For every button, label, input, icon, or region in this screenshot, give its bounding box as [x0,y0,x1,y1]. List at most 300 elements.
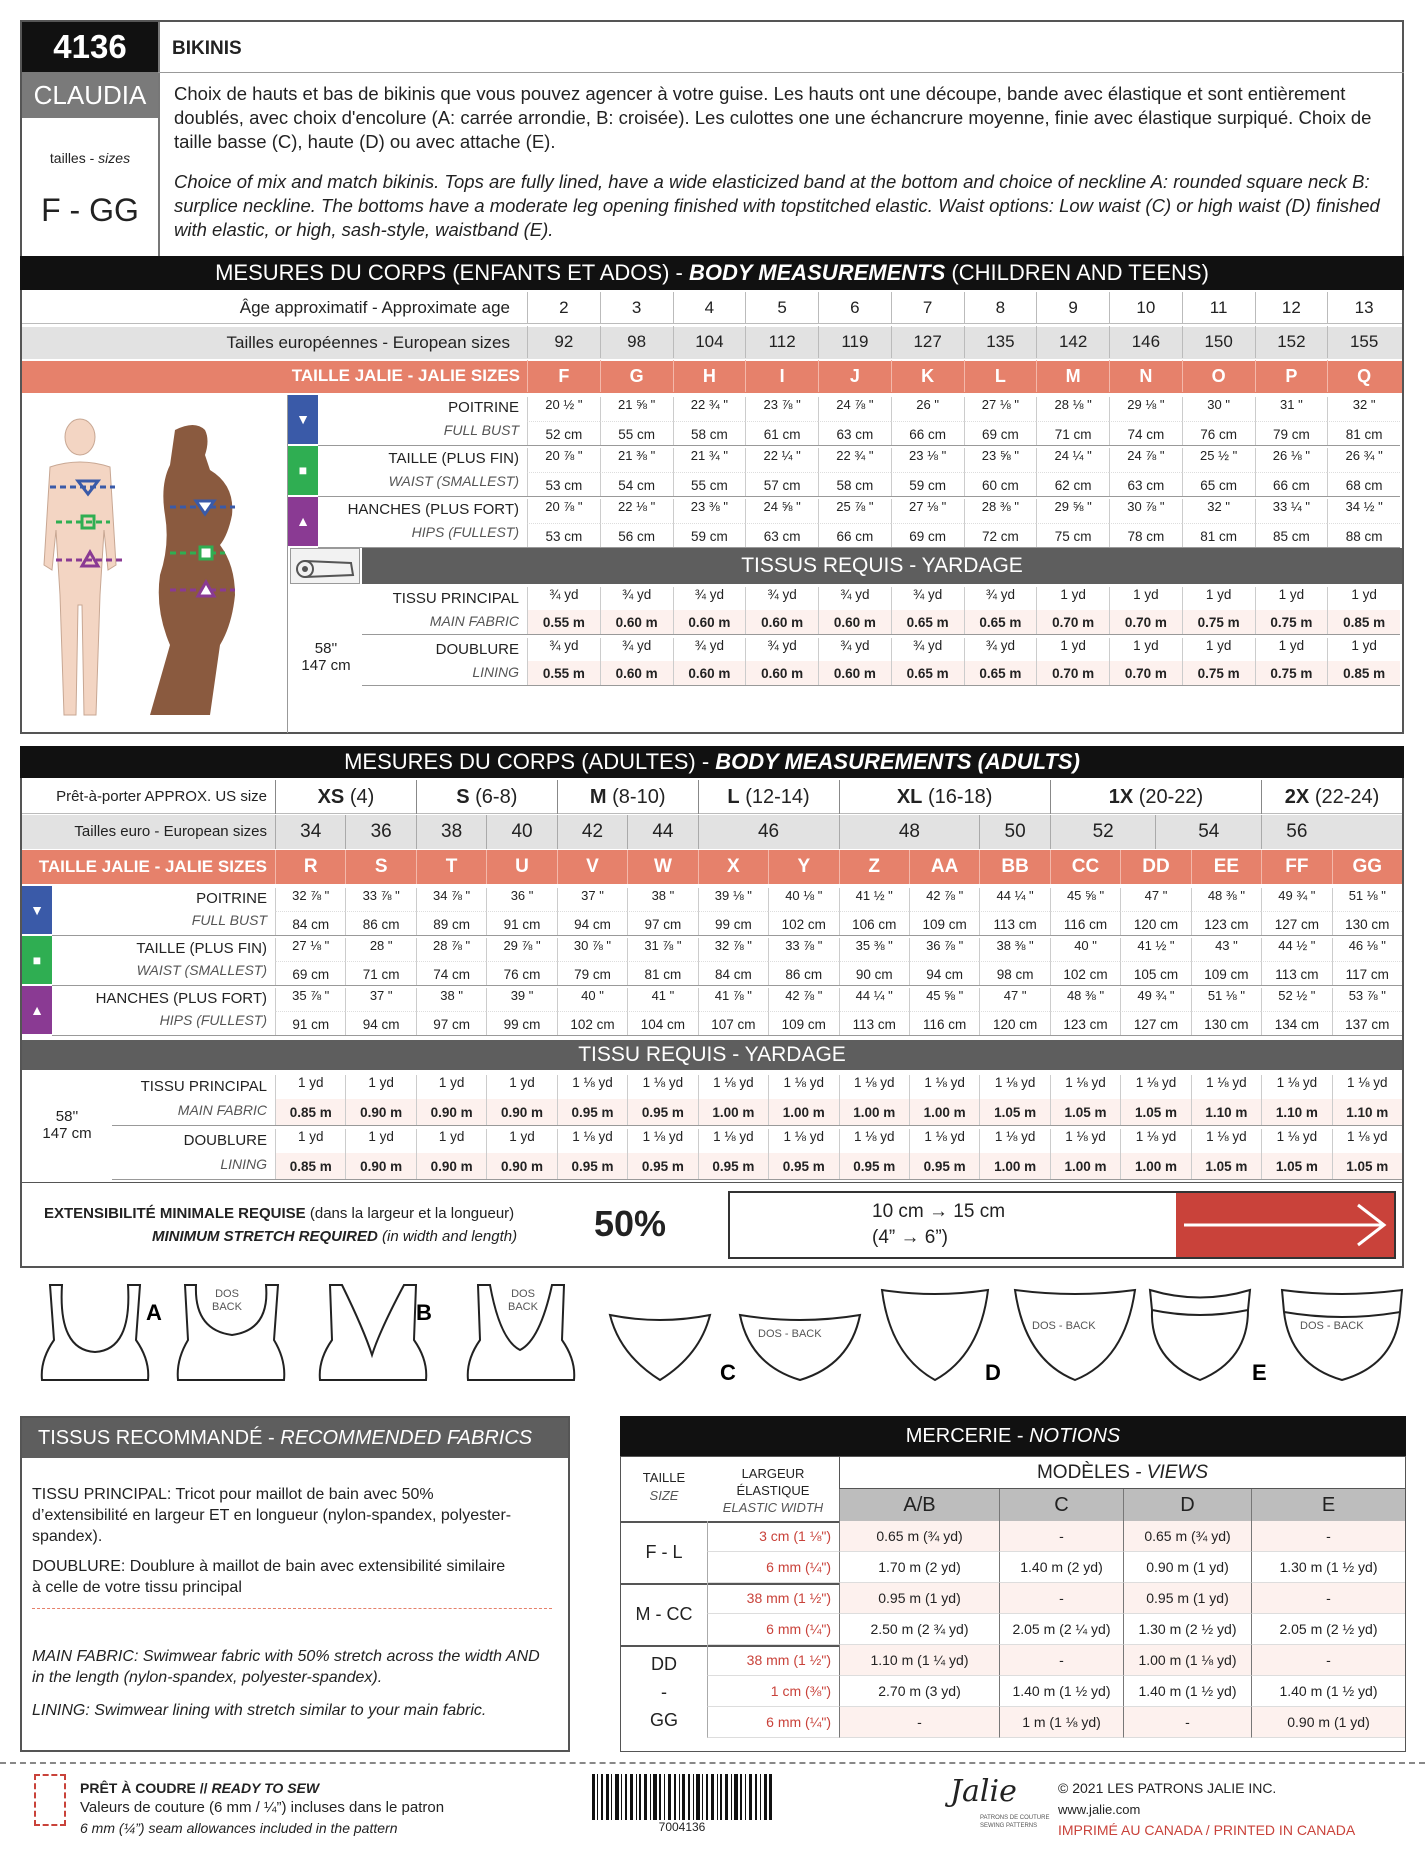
notions-title: MERCERIE - NOTIONS [620,1416,1406,1456]
lining-m-cell: 0.90 m [345,1153,415,1179]
kids-euro-cell: 127 [891,326,964,358]
lining-m-cell: 0.70 m [1109,661,1182,686]
main-yd-cell: 1 ⅛ yd [1332,1075,1402,1099]
main-yd-cell: 1 ⅛ yd [1120,1075,1190,1099]
waist-in-cell: 35 ⅜ " [839,938,909,961]
waist-cm-cell: 58 cm [818,472,891,497]
euro-label-kids: Tailles européennes - European sizes [226,333,510,352]
main-m-cell: 0.60 m [745,610,818,635]
hips-in-cell: 38 " [416,988,486,1011]
main-yd-cell: 1 ⅛ yd [909,1075,979,1099]
hips-in-cell: 22 ⅛ " [600,499,673,523]
waist-cm-cell: 98 cm [979,961,1049,985]
main-yd-cell: ¾ yd [964,587,1037,610]
notions-size-header: TAILLE SIZE [642,1470,686,1503]
bust-cm-cell: 76 cm [1182,421,1255,446]
lining-m-cell: 0.95 m [839,1153,909,1179]
lining-m-cell: 0.60 m [818,661,891,686]
hips-in-cell: 20 ⅞ " [527,499,600,523]
waist-cm-cell: 74 cm [416,961,486,985]
main-yd-cell: ¾ yd [891,587,964,610]
notion-value-cell: - [1251,1645,1405,1676]
waist-label-fr: TAILLE (PLUS FIN) [388,450,519,467]
bust-cm-cell: 97 cm [627,911,697,935]
jalie-size-cell: X [698,850,768,884]
lining-m-cell: 0.60 m [745,661,818,686]
bust-in-cell: 33 ⅞ " [345,888,415,911]
waist-in-cell: 33 ⅞ " [768,938,838,961]
bust-in-cell: 28 ⅛ " [1036,397,1109,421]
lining-m-cell: 1.00 m [979,1153,1049,1179]
main-fabric-label-fr: TISSU PRINCIPAL [140,1078,267,1095]
view-a-label: A [146,1300,162,1325]
euro-size-cell: 50 [979,815,1049,849]
main-yd-cell: 1 ⅛ yd [557,1075,627,1099]
euro-size-cell: 36 [345,815,415,849]
euro-size-cell: 34 [275,815,345,849]
hips-label-en: HIPS (FULLEST) [159,1012,267,1028]
waist-in-cell: 44 ½ " [1261,938,1331,961]
notion-value-cell: 0.90 m (1 yd) [1123,1552,1251,1583]
main-m-cell: 0.55 m [527,610,600,635]
waist-cm-cell: 68 cm [1327,472,1400,497]
waist-cm-cell: 69 cm [275,961,345,985]
lining-yd-cell: 1 yd [275,1129,345,1153]
lining-m-cell: 0.90 m [486,1153,556,1179]
hips-in-cell: 28 ⅜ " [964,499,1037,523]
lining-m-cell: 0.95 m [557,1153,627,1179]
main-m-cell: 0.95 m [627,1099,697,1125]
main-m-cell: 1.10 m [1261,1099,1331,1125]
stretch-value: 50% [594,1203,667,1244]
hips-cm-cell: 102 cm [557,1011,627,1035]
bust-label-en: FULL BUST [443,421,519,438]
waist-in-cell: 26 ¾ " [1327,448,1400,472]
bust-in-cell: 48 ⅜ " [1191,888,1261,911]
lining-yd-cell: ¾ yd [964,638,1037,661]
view-d-label: D [985,1360,1001,1385]
bust-in-cell: 38 " [627,888,697,911]
jalie-size-cell: T [416,850,486,884]
hips-in-cell: 37 " [345,988,415,1011]
copyright: © 2021 LES PATRONS JALIE INC. www.jalie.com IMPRIMÉ AU CANADA / PRINTED IN CANADA [1058,1780,1356,1838]
bust-in-cell: 29 ⅛ " [1109,397,1182,421]
hips-marker-icon: ▲ [288,497,318,546]
us-size-cell: 1X (20-22) [1050,780,1261,814]
lining-yd-cell: ¾ yd [891,638,964,661]
bust-in-cell: 37 " [557,888,627,911]
waist-in-cell: 28 " [345,938,415,961]
waist-in-cell: 25 ½ " [1182,448,1255,472]
lining-m-cell: 1.05 m [1332,1153,1402,1179]
kids-fabric-width: 58'' 147 cm [301,640,351,674]
kids-euro-cell: 146 [1109,326,1182,358]
hips-in-cell: 32 " [1182,499,1255,523]
hips-cm-cell: 130 cm [1191,1011,1261,1035]
sizes-label: tailles - sizes [49,150,131,166]
rtw-label: Prêt-à-porter APPROX. US size [56,788,267,805]
euro-size-cell: 56 [1261,815,1331,849]
notion-value-cell: 2.50 m (2 ¾ yd) [839,1614,999,1645]
kids-euro-cell: 142 [1036,326,1109,358]
lining-m-cell: 0.55 m [527,661,600,686]
waist-in-cell: 20 ⅞ " [527,448,600,472]
kids-jalie-cell: H [673,360,746,392]
waist-in-cell: 21 ¾ " [673,448,746,472]
lining-m-cell: 0.95 m [768,1153,838,1179]
elastic-width-cell: 6 mm (¼") [707,1552,839,1583]
hips-in-cell: 30 ⅞ " [1109,499,1182,523]
notion-value-cell: 1.40 m (1 ½ yd) [1123,1676,1251,1707]
waist-in-cell: 32 ⅞ " [698,938,768,961]
bust-in-cell: 30 " [1182,397,1255,421]
bust-cm-cell: 71 cm [1036,421,1109,446]
bust-cm-cell: 89 cm [416,911,486,935]
hips-cm-cell: 134 cm [1261,1011,1331,1035]
bust-cm-cell: 61 cm [745,421,818,446]
kids-jalie-cell: P [1255,360,1328,392]
lining-yd-cell: 1 yd [416,1129,486,1153]
kids-jalie-cell: Q [1327,360,1400,392]
bust-cm-cell: 99 cm [698,911,768,935]
waist-cm-cell: 76 cm [486,961,556,985]
waist-cm-cell: 113 cm [1261,961,1331,985]
ready-to-sew: PRÊT À COUDRE // READY TO SEW Valeurs de couture (6 mm / ¼”) incluses dans le patron 6 mm (¼”) seam allowances included in the pattern [80,1780,445,1836]
waist-cm-cell: 60 cm [964,472,1037,497]
bust-in-cell: 42 ⅞ " [909,888,979,911]
barcode [592,1774,772,1820]
bust-in-cell: 22 ¾ " [673,397,746,421]
main-m-cell: 0.90 m [416,1099,486,1125]
main-m-cell: 0.90 m [345,1099,415,1125]
bust-cm-cell: 66 cm [891,421,964,446]
us-size-cell: XS (4) [275,780,416,814]
waist-cm-cell: 86 cm [768,961,838,985]
main-yd-cell: 1 ⅛ yd [839,1075,909,1099]
kids-euro-cell: 155 [1327,326,1400,358]
notion-value-cell: 1.70 m (2 yd) [839,1552,999,1583]
main-m-cell: 1.10 m [1191,1099,1261,1125]
main-yd-cell: 1 yd [1327,587,1400,610]
waist-in-cell: 31 ⅞ " [627,938,697,961]
bust-in-cell: 31 " [1255,397,1328,421]
hips-cm-cell: 75 cm [1036,523,1109,548]
kids-ages-cell: 8 [964,292,1037,324]
hips-cm-cell: 109 cm [768,1011,838,1035]
back-label-e: DOS - BACK [1300,1320,1364,1332]
bust-marker-icon: ▼ [288,395,318,444]
main-m-cell: 1.05 m [1120,1099,1190,1125]
euro-size-cell: 46 [698,815,839,849]
lining-yd-cell: 1 ⅛ yd [1191,1129,1261,1153]
waist-label-fr: TAILLE (PLUS FIN) [136,940,267,957]
pattern-number: 4136 [22,22,158,72]
jalie-size-cell: Z [839,850,909,884]
kids-yardage-title: TISSUS REQUIS - YARDAGE [362,548,1402,584]
waist-in-cell: 46 ⅛ " [1332,938,1402,961]
hips-in-cell: 34 ½ " [1327,499,1400,523]
bust-cm-cell: 63 cm [818,421,891,446]
view-c-label: C [720,1360,736,1385]
lining-yd-cell: 1 yd [1327,638,1400,661]
waist-in-cell: 22 ¼ " [745,448,818,472]
view-b-label: B [416,1300,432,1325]
jalie-size-cell: EE [1191,850,1261,884]
euro-size-cell: 52 [1050,815,1156,849]
waist-in-cell: 23 ⅝ " [964,448,1037,472]
waist-in-cell: 40 " [1050,938,1120,961]
bust-cm-cell: 52 cm [527,421,600,446]
side-figure-icon [150,425,235,715]
bust-in-cell: 27 ⅛ " [964,397,1037,421]
notions-width-header: LARGEUR ÉLASTIQUE ELASTIC WIDTH [722,1466,824,1515]
fabrics-title: TISSUS RECOMMANDÉ - RECOMMENDED FABRICS [22,1418,568,1458]
us-size-cell: L (12-14) [698,780,839,814]
waist-cm-cell: 90 cm [839,961,909,985]
notions-col-header: A/B [839,1489,999,1521]
waist-in-cell: 30 ⅞ " [557,938,627,961]
notion-value-cell: - [1251,1583,1405,1614]
waist-in-cell: 22 ¾ " [818,448,891,472]
jalie-size-cell: AA [909,850,979,884]
hips-in-cell: 24 ⅝ " [745,499,818,523]
adults-fabric-width: 58'' 147 cm [42,1108,92,1142]
us-size-cell: M (8-10) [557,780,698,814]
notion-value-cell: 1 m (1 ⅛ yd) [999,1707,1123,1738]
hips-cm-cell: 104 cm [627,1011,697,1035]
lining-yd-cell: ¾ yd [745,638,818,661]
bust-in-cell: 49 ¾ " [1261,888,1331,911]
lining-m-cell: 0.95 m [909,1153,979,1179]
notion-value-cell: - [839,1707,999,1738]
hips-cm-cell: 56 cm [600,523,673,548]
waist-in-cell: 23 ⅛ " [891,448,964,472]
kids-euro-cell: 152 [1255,326,1328,358]
euro-label-adults: Tailles euro - European sizes [74,823,267,840]
notion-value-cell: 1.40 m (1 ½ yd) [999,1676,1123,1707]
bust-cm-cell: 84 cm [275,911,345,935]
bust-label-en: FULL BUST [191,912,267,928]
kids-jalie-cell: L [964,360,1037,392]
main-m-cell: 0.65 m [964,610,1037,635]
lining-yd-cell: 1 ⅛ yd [698,1129,768,1153]
notion-value-cell: - [999,1583,1123,1614]
hips-marker-icon: ▲ [22,986,52,1034]
kids-euro-cell: 104 [673,326,746,358]
notion-value-cell: 0.95 m (1 yd) [839,1583,999,1614]
lining-m-cell: 0.95 m [698,1153,768,1179]
euro-size-cell: 54 [1155,815,1261,849]
jalie-size-cell: BB [979,850,1049,884]
lining-m-cell: 0.70 m [1036,661,1109,686]
hips-in-cell: 41 " [627,988,697,1011]
hips-cm-cell: 116 cm [909,1011,979,1035]
lining-yd-cell: ¾ yd [600,638,673,661]
euro-size-cell: 38 [416,815,486,849]
pattern-title: BIKINIS [172,38,242,59]
lining-m-cell: 0.60 m [673,661,746,686]
hips-in-cell: 29 ⅝ " [1036,499,1109,523]
lining-yd-cell: 1 yd [486,1129,556,1153]
euro-size-cell: 42 [557,815,627,849]
lining-yd-cell: ¾ yd [818,638,891,661]
notion-value-cell: - [1251,1521,1405,1552]
main-yd-cell: 1 ⅛ yd [627,1075,697,1099]
lining-fabric-label-fr: DOUBLURE [183,1132,267,1149]
bust-in-cell: 34 ⅞ " [416,888,486,911]
bust-cm-cell: 79 cm [1255,421,1328,446]
jalie-size-cell: V [557,850,627,884]
kids-ages-cell: 2 [527,292,600,324]
hips-in-cell: 25 ⅞ " [818,499,891,523]
waist-cm-cell: 79 cm [557,961,627,985]
main-m-cell: 0.65 m [891,610,964,635]
lining-m-cell: 0.65 m [964,661,1037,686]
bust-cm-cell: 109 cm [909,911,979,935]
bust-in-cell: 32 " [1327,397,1400,421]
view-e-label: E [1252,1360,1267,1385]
bust-marker-icon: ▼ [22,886,52,934]
stretch-arrow-icon [1176,1193,1394,1257]
fabric-roll-icon [290,548,360,584]
fabrics-panel: TISSUS RECOMMANDÉ - RECOMMENDED FABRICS TISSU PRINCIPAL: Tricot pour maillot de bain avec 50% d’extensibilité en largeur ET en longueur (nylon-spandex, polyester-spandex). DOUBLURE: Doublure à maillot de bain avec extensibilité similaire à celle de votre tissu principal MAIN FABRIC: Swimwear fabric with 50% stretch across the width AND in the length (nylon-spandex, polyester-spandex). LINING: Swimwear lining with stretch similar to your main fabric. [20,1416,570,1752]
notion-value-cell: 2.70 m (3 yd) [839,1676,999,1707]
notion-value-cell: 0.95 m (1 yd) [1123,1583,1251,1614]
hips-cm-cell: 94 cm [345,1011,415,1035]
kids-ages-cell: 13 [1327,292,1400,324]
kids-jalie-cell: K [891,360,964,392]
waist-in-cell: 29 ⅞ " [486,938,556,961]
hips-in-cell: 51 ⅛ " [1191,988,1261,1011]
back-label-a: DOS BACK [212,1288,242,1313]
elastic-width-cell: 38 mm (1 ½") [707,1583,839,1614]
kids-ages-cell: 10 [1109,292,1182,324]
bust-cm-cell: 86 cm [345,911,415,935]
hips-label-en: HIPS (FULLEST) [411,523,519,540]
notion-value-cell: 1.30 m (2 ½ yd) [1123,1614,1251,1645]
bust-label-fr: POITRINE [196,890,267,907]
lining-yd-cell: 1 ⅛ yd [979,1129,1049,1153]
notion-value-cell: 1.40 m (2 yd) [999,1552,1123,1583]
jalie-size-cell: CC [1050,850,1120,884]
kids-jalie-cell: O [1182,360,1255,392]
lining-yd-cell: 1 ⅛ yd [1261,1129,1331,1153]
waist-cm-cell: 109 cm [1191,961,1261,985]
main-m-cell: 0.60 m [673,610,746,635]
kids-ages-cell: 11 [1182,292,1255,324]
lining-m-cell: 0.90 m [416,1153,486,1179]
notions-size-cell: M - CC [635,1604,693,1624]
adults-yardage-title: TISSU REQUIS - YARDAGE [22,1040,1402,1070]
waist-in-cell: 24 ⅞ " [1109,448,1182,472]
hips-in-cell: 45 ⅝ " [909,988,979,1011]
seam-allowance-icon [34,1774,66,1826]
bust-in-cell: 47 " [1120,888,1190,911]
lining-m-cell: 1.00 m [1120,1153,1190,1179]
notions-col-header: E [1251,1489,1405,1521]
kids-jalie-cell: M [1036,360,1109,392]
bust-cm-cell: 94 cm [557,911,627,935]
notion-value-cell: 1.10 m (1 ¼ yd) [839,1645,999,1676]
waist-cm-cell: 63 cm [1109,472,1182,497]
euro-size-cell: 44 [627,815,697,849]
waist-in-cell: 36 ⅞ " [909,938,979,961]
bust-in-cell: 45 ⅝ " [1050,888,1120,911]
bust-in-cell: 20 ½ " [527,397,600,421]
kids-ages-cell: 5 [745,292,818,324]
kids-jalie-cell: J [818,360,891,392]
waist-cm-cell: 59 cm [891,472,964,497]
bust-in-cell: 44 ¼ " [979,888,1049,911]
hips-label-fr: HANCHES (PLUS FORT) [347,501,519,518]
elastic-width-cell: 38 mm (1 ½") [707,1645,839,1676]
main-m-cell: 1.00 m [909,1099,979,1125]
bust-cm-cell: 130 cm [1332,911,1402,935]
kids-euro-cell: 119 [818,326,891,358]
bust-cm-cell: 113 cm [979,911,1049,935]
bust-cm-cell: 127 cm [1261,911,1331,935]
waist-in-cell: 41 ½ " [1120,938,1190,961]
notion-value-cell: 2.05 m (2 ¼ yd) [999,1614,1123,1645]
notions-views-header: MODÈLES - VIEWS [839,1457,1405,1489]
jalie-size-cell: W [627,850,697,884]
waist-cm-cell: 65 cm [1182,472,1255,497]
notion-value-cell: 1.30 m (1 ½ yd) [1251,1552,1405,1583]
lining-yd-cell: 1 ⅛ yd [627,1129,697,1153]
bust-in-cell: 41 ½ " [839,888,909,911]
main-fabric-label-fr: TISSU PRINCIPAL [392,590,519,607]
notion-value-cell: - [999,1521,1123,1552]
notion-value-cell: 0.65 m (¾ yd) [839,1521,999,1552]
bust-in-cell: 36 " [486,888,556,911]
bust-cm-cell: 102 cm [768,911,838,935]
kids-euro-cell: 150 [1182,326,1255,358]
waist-marker-icon: ■ [288,446,318,495]
body-figures [20,395,288,733]
lining-yd-cell: 1 ⅛ yd [909,1129,979,1153]
us-size-cell: S (6-8) [416,780,557,814]
kids-euro-cell: 135 [964,326,1037,358]
hips-cm-cell: 78 cm [1109,523,1182,548]
main-yd-cell: 1 yd [275,1075,345,1099]
main-m-cell: 0.95 m [557,1099,627,1125]
bust-in-cell: 40 ⅛ " [768,888,838,911]
kids-jalie-cell: F [527,360,600,392]
kids-ages-cell: 4 [673,292,746,324]
lining-yd-cell: ¾ yd [673,638,746,661]
hips-in-cell: 27 ⅛ " [891,499,964,523]
elastic-width-cell: 3 cm (1 ⅛") [707,1521,839,1552]
lining-yd-cell: 1 yd [1255,638,1328,661]
waist-marker-icon: ■ [22,936,52,984]
pattern-header [20,20,1404,258]
description-en: Choice of mix and match bikinis. Tops are fully lined, have a wide elasticized band at the bottom and choice of neckline A: rounded square neck B: surplice neckline. The bottoms have a moderate leg opening finished with topstitched elastic. Waist options: Low waist (C) or high waist (D) finished with elastic, or high, sash-style, waistband (E). [174,171,1380,240]
notions-size-cell: F - L [645,1542,683,1562]
lining-fabric-label-en: LINING [472,663,519,680]
hips-cm-cell: 69 cm [891,523,964,548]
waist-cm-cell: 94 cm [909,961,979,985]
hips-cm-cell: 127 cm [1120,1011,1190,1035]
main-m-cell: 0.70 m [1036,610,1109,635]
lining-yd-cell: 1 ⅛ yd [768,1129,838,1153]
lining-fabric-label-fr: DOUBLURE [435,641,519,658]
main-yd-cell: ¾ yd [818,587,891,610]
main-m-cell: 1.05 m [1050,1099,1120,1125]
hips-in-cell: 42 ⅞ " [768,988,838,1011]
bust-in-cell: 26 " [891,397,964,421]
lining-m-cell: 0.85 m [1327,661,1400,686]
kids-euro-cell: 92 [527,326,600,358]
